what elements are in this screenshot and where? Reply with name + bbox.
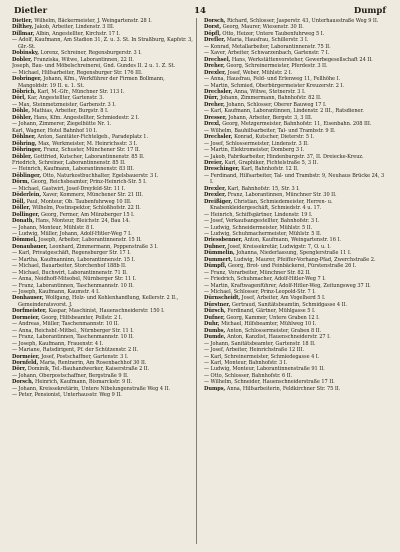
entry-surname: Driessbenner,	[204, 237, 243, 244]
entry-surname: Dreher,	[204, 101, 225, 108]
entry-surname: Dresser,	[204, 114, 227, 121]
entry-details: Dominik, Tel.-Bauhandwerker, Kaiserstraße 2 II.	[27, 366, 150, 373]
entry-details: — Johann, Sanitätsbeamter, Gartenstr. 18 II.	[204, 340, 316, 347]
right-column	[204, 18, 386, 546]
entry-surname: Drexler,	[204, 185, 227, 192]
entry-details: — Heinrich, Schiffsgärtner, Lindenstr. 19 I.	[204, 211, 313, 218]
entry-surname: Döbrich,	[12, 88, 36, 95]
entry-surname: Döpfl,	[204, 30, 221, 37]
entry-surname: Drexl,	[204, 121, 221, 128]
entry-details: Josef, Postschaffner, Gartenstr. 3 I.	[41, 353, 129, 360]
entry-surname: Dillmar,	[12, 30, 35, 37]
entry-details: Anna, Hilfsarbeiterin, Feldkirchner Str. 75 II.	[226, 385, 341, 392]
entry-details: Franz, Schuster, Münchener Str. 17 II.	[43, 147, 141, 154]
entry-details: — Ludwig, Schneidermeister, Mühlstr. 5 II.	[204, 224, 313, 231]
entry-details: Joseph, Bau- und Möbelschreinerei, Gnd. Gundes II. 2 u. 1. Z. St.	[12, 63, 176, 70]
entry-details: — Johann, Zimmerer, Ziegelhütte Nr. 1.	[12, 121, 112, 128]
entry-surname: Drechsler,	[204, 134, 233, 141]
entry-details: Anton, Kanzlist, Hauenschneiderstr. 27 I.	[227, 334, 331, 341]
entry-surname: Dollinger,	[12, 211, 40, 218]
entry-details: Georg, Brot- und Feinbäckerei, Fürstenstraße 26 I.	[227, 263, 357, 270]
entry-surname: Dobringer,	[12, 76, 42, 83]
entry-details: — Michael, Schlosser, Prinz-Leopold-Str. 7 I.	[204, 289, 316, 296]
entry-surname: Dreschinger,	[204, 166, 240, 173]
entry-details: Friedrich, Schreiner, Laborantinnenstr. 85 II.	[12, 159, 126, 166]
entry-details: Lorenz, Schreiner, Regensburgerstr. 3 I.	[40, 50, 142, 57]
entry-surname: Dummert,	[204, 256, 233, 263]
entry-surname: Dobinsky,	[12, 50, 39, 57]
entry-details: Xaver, Kommerz, Münchener Str. 21 III.	[42, 192, 143, 199]
entry-details: Otto, Naturkostbuchhalter, Egelsbauerstr. 3 I.	[42, 172, 159, 179]
entry-details: — Peter, Pensionist, Unterhausstr. Weg 9 II.	[12, 392, 122, 399]
entry-surname: Dubner,	[204, 243, 227, 250]
entry-details: Franziska, Witwe, Laborantinnen, 22 II.	[33, 56, 134, 63]
entry-details: — Franz, Vorarbeiter, Münchner Str. 82 II.	[204, 269, 311, 276]
entry-surname: Döderlein,	[12, 192, 42, 199]
entry-details: Josef, Arbeiter, Am Vogelherd 5 I.	[241, 295, 326, 302]
entry-details: Georg, Metzgermeister, Bahnhofstr. 11, Eisenbahn. 208 III.	[222, 121, 372, 128]
entry-details: Leonhard, Zimmermann, Poppenstraße 3 I.	[49, 243, 158, 250]
entry-details: — Mariane, Ratsdirigent, Pf. der Schützenstr. 2 II.	[12, 347, 139, 354]
entry-details: — Michael, Gastwirt, Josef-Dreyfeld-Str. 11 I.	[12, 185, 126, 192]
entry-details: — Friedrich, Schuhmacher, Adolf-Hitler-Weg 7 I.	[204, 276, 326, 283]
entry-details: — Martha, Kaufmanninn, Laborantinnenstr. 15 I.	[12, 256, 135, 263]
entry-details: — Karl, Monteur, Bahnhofstr. 3 I.	[204, 360, 288, 367]
directory-entry	[204, 386, 386, 392]
entry-surname: Döller,	[12, 205, 31, 212]
entry-surname: Dobler,	[12, 56, 33, 63]
entry-surname: Dorfmeister,	[12, 308, 47, 315]
entry-details: — Johann, Kreissekretärin, Untere Nibelungenstraße Weg 4 II.	[12, 385, 170, 392]
entry-surname: Döhring,	[12, 140, 37, 147]
entry-surname: Drexler,	[204, 192, 227, 199]
column-divider	[196, 18, 197, 544]
entry-details: Konrad, Kutscher, Dieterstr. 5 I.	[234, 134, 315, 141]
entry-details: Kar, Angestellter, Gartenstr. 3.	[27, 95, 104, 102]
entry-surname: Döll,	[12, 198, 26, 205]
entry-surname: Drexler,	[204, 69, 227, 76]
entry-details: — Max, Steinmetzmeister, Garbenstr. 3 I.	[12, 101, 116, 108]
entry-surname: Döbler,	[12, 153, 33, 160]
entry-surname: Dömmel,	[12, 237, 37, 244]
entry-details: Johanna, Niederlassung, Spenglerstraße 11 I.	[236, 250, 352, 257]
directory-entry	[12, 37, 194, 50]
entry-surname: Dufner,	[204, 314, 225, 321]
entry-details: Hans, Monteur, Bleichstr. 24, Bau 14.	[35, 218, 130, 225]
entry-details: Mathias, Arbeiter, Burgstr. 8 I.	[31, 108, 109, 115]
entry-details: Georg, Hilfsbeamter, Pollstr. 2 I.	[41, 314, 123, 321]
entry-details: Georg, Reichsbeamter, Prinz-Heinrich-Str. 5 I.	[30, 179, 147, 186]
entry-details: Heinrich, Kaufmann, Bismarckstr. 9 II.	[34, 379, 133, 386]
entry-details: — Johann, Monteur, Mühlstr. 8 I.	[12, 224, 95, 231]
entry-details: — Otto, Schlosser, Bahnhofstr. 6 II.	[204, 372, 293, 379]
entry-details: Albin, Angestellter, Kirchstr. 17 I.	[35, 30, 120, 37]
entry-details: Karl, Bahnhofstr. 15, Str. 3 I.	[227, 185, 300, 192]
entry-details: Otto, Heizer, Untere Taubenfuhrweg 5 I.	[222, 30, 325, 37]
entry-surname: Dörl,	[12, 95, 26, 102]
entry-surname: Dorsch,	[12, 379, 34, 386]
entry-details: — Ludwig, Schuhmachermeister, Mühlstr. 5 II.	[204, 230, 322, 237]
entry-details: — Anna, Neidhoff-Mitsobel, Nürnberger Str. 11 I.	[12, 276, 137, 283]
entry-details: — Franz, Laborantinnen, Taschenmannstr. 10 II.	[12, 334, 134, 341]
entry-details: Anton, Sanitäter-Fichtelgeb., Paradeplatz 1.	[37, 134, 149, 141]
entry-details: — Josef, Arbeiter, Heinrichstraße 12 III.	[204, 347, 305, 354]
entry-surname: Dreier,	[204, 159, 224, 166]
entry-details: Wilhelm, Postinspektor, Schloßhofstr. 22 II.	[32, 205, 141, 212]
entry-details: — Andreas, Müller, Taschenmannstr. 10 II.	[12, 321, 120, 328]
entry-details: Johann, Kfm., Werkführer der Firmen Bollmann, Mangoldstr. 19 II. u. 1. St.	[18, 76, 165, 89]
entry-surname: Dormeier,	[12, 314, 40, 321]
entry-surname: Dürstner,	[204, 301, 231, 308]
entry-details: — Johann, Oberpostschaffner, Bergstraße 9 II.	[12, 372, 129, 379]
entry-details: Hans, Werkstättenvorsteher, Gewerbegesellschaft 24 II.	[231, 56, 373, 63]
entry-details: Johann, Zimmermann, Bahnhofstr. 82 II.	[220, 95, 322, 102]
entry-surname: Drefler,	[204, 37, 226, 44]
entry-details: — Ludwig, Monteur, Laborantinnenstraße 91 II.	[204, 366, 325, 373]
entry-surname: Dürr,	[204, 95, 219, 102]
entry-details: Anton, Schlossermeister, Graben 8 II.	[226, 327, 322, 334]
entry-surname: Dorsch,	[204, 18, 226, 24]
entry-details: — Joseph, Kaufmann, Kaumstr. 4 I.	[12, 289, 100, 296]
entry-details: Josef, Kreissekretär, Ludwigstr. 7, O. u. I.	[227, 243, 331, 250]
entry-details: Johann, Arbeiter, Bergstr. 3, 3 III.	[228, 114, 313, 121]
entry-details: — Adolf, Kaufmann, Am Stadion 31, Z. u. 3. St. In Straßburg, Kapfstr. 3, Glr.-St.	[12, 37, 193, 50]
entry-details: — Konrad, Metallarbeiter, Laborantinnenstr. 75 II.	[204, 43, 331, 50]
entry-details: — Heinrich, Kaufmann, Laborantinnenstr. 83 III.	[12, 166, 135, 173]
entry-details: — Josef, Verkaufsangestellter, Bahnhofstr. 3 I.	[204, 218, 320, 225]
entry-details: Michael, Hilfsbeamter, Mühlweg 10 I.	[221, 321, 317, 328]
entry-surname: Döblinger,	[12, 172, 42, 179]
entry-surname: Dürnscheidt,	[204, 295, 241, 302]
entry-details: Karl, Graphiker, Fichtelstraße 5, 3 II.	[224, 159, 319, 166]
header-right-catchword: Dumpf	[353, 6, 386, 16]
entry-details: — Anna, Hausfrau, Feld- und Erlenweg 11, Fellhöhe I.	[204, 76, 341, 83]
entry-surname: Dornfeld,	[12, 360, 39, 367]
entry-details: Ludwig, Maurer, Pfeiffer-Vorhang-Pfad, Zwerchstraße 2.	[233, 256, 376, 263]
entry-details: Gottfried, Kutscher, Laborantinnenstr. 85 II.	[33, 153, 145, 160]
entry-details: Anna, Witwe, Stetnerstr. 3 I.	[234, 88, 306, 95]
entry-details: — Wilhelm, Bauhilfsarbeiter, Tal- und Trambstr. 9 II.	[204, 127, 336, 134]
entry-details: Richard, Schlosser, Jasperstr. 43, Unterhausstraße Weg 9 II.	[226, 18, 379, 24]
entry-surname: Donhauser,	[12, 295, 44, 302]
entry-details: — Karl, Privatgeschäft, Regensburger Str. 17 I.	[12, 250, 131, 257]
entry-surname: Dürsch,	[204, 308, 226, 315]
entry-surname: Dümmelin,	[204, 250, 235, 257]
entry-details: Jakob, Arbeiter, Lindenstr. 3 III.	[34, 24, 115, 31]
entry-surname: Dumbs,	[204, 327, 226, 334]
entry-details: Johann, Schlosser, Oberer Bauweg 17 I.	[226, 101, 327, 108]
entry-surname: Dilthey,	[12, 24, 34, 31]
entry-surname: Döhringer,	[12, 147, 42, 154]
entry-surname: Drechsel,	[204, 56, 231, 63]
entry-details: — Martin, Schmied, Oberbürgermeister Kreuzerstr. 2 I.	[204, 82, 344, 89]
entry-surname: Donaubauer,	[12, 243, 48, 250]
entry-details: Wolfgang, Holz- und Kohlenhandlung, Kellerstr. 2 II., Gemeinderatsvorst. J.	[18, 295, 179, 308]
entry-details: — Xaver, Arbeiter, Schwarzenbach, Gartenstr. 7 I.	[204, 50, 330, 57]
entry-details: — Anna, Reichsbf.-Mitbel., Nürnberger Str. 11 I.	[12, 327, 134, 334]
entry-details: Ferdinand, Gärtner, Mühlgasse 5 I.	[227, 308, 316, 315]
entry-details: — Jakob, Fabrikarbeiter, Hindenburgstr. 37, II. Dreiecke-Kreuz.	[204, 153, 364, 160]
entry-details: — Wilhelm, Schneider, Hauenschneiderstraße 17 II.	[204, 379, 335, 386]
entry-surname: Döhle,	[12, 108, 30, 115]
entry-details: Kaspar, Maschinist, Hauenschneiderstr. 150 I.	[48, 308, 165, 315]
entry-details: — Josef, Schlossermeister, Lindenstr. 3 II.	[204, 140, 309, 147]
entry-details: Karl, Wagner, Hotel Bahnhof 10 I.	[12, 127, 97, 134]
directory-entry	[12, 76, 194, 89]
entry-details: Max, Werkmeister, M. Heinrichsstr. 3 I.	[38, 140, 138, 147]
entry-details: — Karl, Schreinermeister, Schmiedegasse 4 I.	[204, 353, 320, 360]
entry-details: — Karl, Kaufmann, Laborantinnen, Lindenstr. 2 III., Ratsdiener.	[204, 108, 364, 115]
entry-surname: Duhr,	[204, 321, 220, 328]
left-column	[12, 18, 194, 546]
page-number: 14	[194, 6, 206, 16]
entry-details: — Michael, Bauarbeiter, Storchenhof 188b II.	[12, 263, 127, 270]
entry-details: Joseph, Arbeiter, Laborantinnenstr. 15 II.	[38, 237, 142, 244]
entry-details: Georg, Kammer, Untere Graben 12 I.	[226, 314, 320, 321]
entry-surname: Dreißiger,	[204, 198, 233, 205]
entry-details: Maria, Rentnerin, Am Rosenbachhof 30 II.	[39, 360, 147, 367]
entry-surname: Dörm,	[12, 179, 30, 186]
directory-entry	[204, 173, 386, 186]
entry-surname: Dumde,	[204, 334, 226, 341]
entry-details: Karl, Bahnhofstr. 12 II.	[241, 166, 299, 173]
entry-details: Georg, Fermer, Am Münzberger 15 I.	[41, 211, 135, 218]
entry-surname: Döhlner,	[12, 134, 36, 141]
entry-details: — Martin, Elektromeister, Domberg 3 I.	[204, 147, 305, 154]
directory-entry	[12, 392, 194, 398]
entry-details: — Ludwig, Müller, Johann, Adolf-Hitler-Weg 7 I.	[12, 230, 132, 237]
entry-surname: Dreher,	[204, 63, 225, 70]
entry-surname: Dumps,	[204, 385, 226, 392]
entry-surname: Dorst,	[204, 24, 222, 31]
entry-details: Paul, Monteur, Ob. Taubenfuhrweg 10 III.	[26, 198, 132, 205]
entry-details: Hans, Kfm. Angestellter, Schmiedestr. 2 I.	[33, 114, 140, 121]
entry-details: — Joseph, Kaufmann, Frauenstr. 4 I.	[12, 340, 104, 347]
entry-details: Georg, Schreinermeister, Pferdestr. 3 II.	[226, 63, 328, 70]
entry-details: — Martin, Kraftwagenführer, Adolf-Hitler-Weg, Zeitungsweg 37 II.	[204, 282, 371, 289]
entry-surname: Drechsler,	[204, 88, 233, 95]
entry-surname: Döhler,	[12, 114, 33, 121]
entry-details: Gertraud, Sanitätsbeamtin, Schmidgasse 4 II.	[231, 301, 347, 308]
entry-details: Georg, Maurer, Wiesenstr. 30 II.	[222, 24, 304, 31]
entry-surname: Donath,	[12, 218, 35, 225]
entry-details: Maria, Hausfrau, Schillerstr. 3 I.	[226, 37, 309, 44]
header-left-catchword: Dietler	[14, 6, 48, 16]
entry-details: Josef, Weber, Mühlstr. 2 I.	[227, 69, 293, 76]
entry-details: Wilhelm, Bäckermeister, J. Weingartenstr. 28 I.	[34, 18, 152, 24]
entry-surname: Dormeier,	[12, 353, 40, 360]
entry-details: Anton, Kaufmann, Weingartenstr. 16 I.	[244, 237, 341, 244]
directory-entry	[204, 199, 386, 212]
entry-details: — Michael, Hilfsarbeiter, Regensburger Str. 176 III.	[12, 69, 143, 76]
entry-details: Karl, M.-Gfr., Münchner Str. 113 I.	[37, 88, 125, 95]
entry-surname: Dietler,	[12, 18, 33, 24]
entry-details: — Franz, Laborantinnen, Taschenmannstr. 10 II.	[12, 282, 134, 289]
entry-details: — Ferdinand, Hilfsarbeiter, Tal- und Trambstr. 9, Neuhaus Brücke 24, 3 I.	[204, 172, 385, 186]
entry-surname: Dümpfl,	[204, 263, 227, 270]
entry-details: Christian, Schmiedemeister, Herren- u. Knabenkleidergeschäft, Schmiedstr. 4 u. 17.	[210, 198, 333, 212]
entry-surname: Dörr,	[12, 366, 27, 373]
page-header	[14, 6, 386, 18]
entry-details: Franz, Laborantinnen, Münchner Str. 30 II.	[227, 192, 337, 199]
directory-entry	[12, 295, 194, 308]
entry-details: — Michael, Buchwirt, Laborantinnenstr. 71 II.	[12, 269, 128, 276]
